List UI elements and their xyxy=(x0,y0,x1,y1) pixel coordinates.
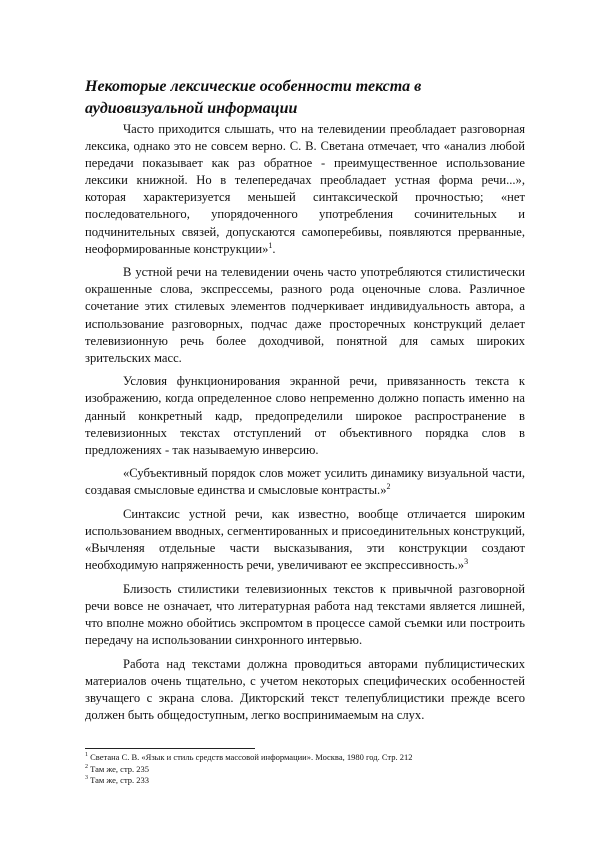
footnote-text: Светана С. В. «Язык и стиль средств массовой информации». Москва, 1980 год. Стр. 212 xyxy=(90,752,413,762)
paragraph-text: Синтаксис устной речи, как известно, вообще отличается широким использованием вводных, сегментированных и присоединительных конструкций, «Вычленяя отдельные части высказывания, эти конструкции создают необходимую напряженность речи, увеличивают ее экспрессивность.» xyxy=(85,506,525,573)
footnote-mark: 1 xyxy=(85,752,88,759)
paragraph-text: Часто приходится слышать, что на телевидении преобладает разговорная лексика, однако это не совсем верно. С. В. Светана отмечает, что «анализ любой передачи показывает как раз обратное - преимущественное использование лексики книжной. Но в телепередачах преобладает устная форма речи...», которая характеризуется меньшей синтаксической прочностью; «нет последовательного, упорядоченного употребления сочинительных и подчинительных связей, допускаются самоперебивы, появляются прерванные, неоформированные конструкции» xyxy=(85,122,525,256)
footnote-ref-1: 1 xyxy=(268,240,273,250)
paragraph-tail: . xyxy=(272,241,276,256)
paragraph-4 xyxy=(85,465,525,499)
footnote-ref-2: 2 xyxy=(386,482,391,492)
paragraph-7 xyxy=(85,656,525,724)
paragraph-text: Условия функционирования экранной речи, привязанность текста к изображению, когда определенное слово непременно должно попасть именно на данный конкретный кадр, предопределили широкое распространение в телевизионных текстах отступлений от объективного порядка слов в предложениях - так называемую инверсию. xyxy=(85,374,525,457)
article-title: Некоторые лексические особенности текста в аудиовизуальной информации xyxy=(85,78,422,117)
paragraph-text: Работа над текстами должна проводиться авторами публицистических материалов очень тщательно, с учетом некоторых специфических особенностей звучащего с экрана слова. Дикторский текст телепублицистики прежде всего должен быть общедоступным, легко воспринимаемым на слух. xyxy=(85,656,525,722)
footnote-3 xyxy=(85,775,525,787)
footnote-1 xyxy=(85,752,525,764)
paragraph-3 xyxy=(85,373,525,458)
paragraph-2 xyxy=(85,264,525,367)
paragraph-1 xyxy=(85,121,525,258)
footnote-separator xyxy=(85,748,255,749)
footnote-ref-3: 3 xyxy=(464,557,469,567)
paragraph-5 xyxy=(85,506,525,574)
article-body xyxy=(85,121,525,731)
footnote-mark: 2 xyxy=(85,763,88,770)
paragraph-6 xyxy=(85,581,525,649)
paragraph-text: В устной речи на телевидении очень часто употребляются стилистически окрашенные слова, экспрессемы, разного рода оценочные слова. Различное сочетание этих стилевых элементов подчеркивает индивидуальность автора, а использование разговорных, подчас даже просторечных конструкций делает телевизионную речь более доходчивой, понятной для самых широких зрительских масс. xyxy=(85,265,525,365)
paragraph-text: «Субъективный порядок слов может усилить динамику визуальной части, создавая смысловые единства и смысловые контрасты.» xyxy=(85,466,525,498)
footnote-text: Там же, стр. 235 xyxy=(90,763,150,774)
footnote-text: Там же, стр. 233 xyxy=(90,775,150,785)
footnote-mark: 3 xyxy=(85,775,88,782)
footnote-2 xyxy=(85,764,525,776)
footnotes xyxy=(85,752,525,787)
paragraph-text: Близость стилистики телевизионных текстов к привычной разговорной речи вовсе не означает, что литературная работа над текстами является лишней, что вполне можно обойтись экспромтом в процессе самой съемки или построить передачу на использовании синхронного интервью. xyxy=(85,581,525,648)
